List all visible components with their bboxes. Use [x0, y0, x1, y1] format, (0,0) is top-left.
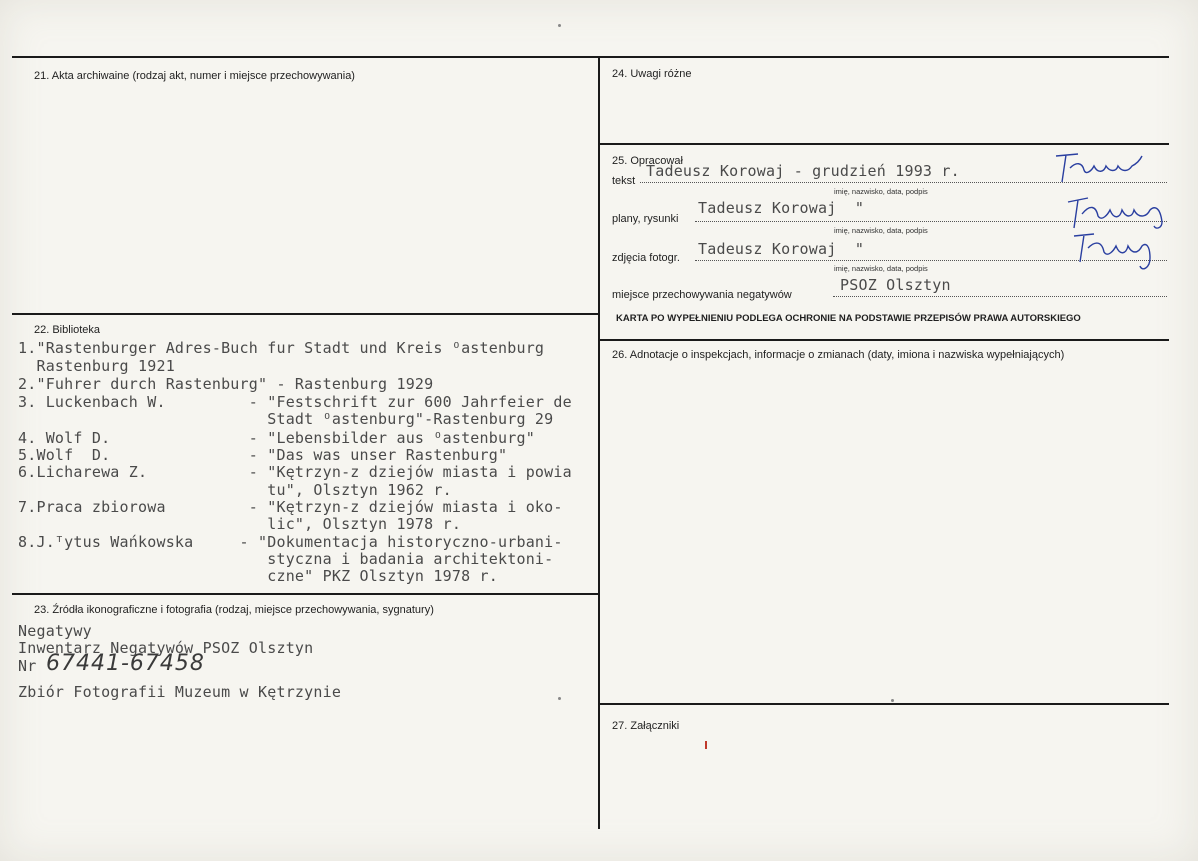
- rule-23: [12, 593, 599, 595]
- section-25-label: 25. Opracował: [612, 155, 683, 167]
- tekst-caption: imię, nazwisko, data, podpis: [834, 187, 928, 196]
- bibliography-line-10: 7.Praca zbiorowa - "Kętrzyn-z dziejów miasta i oko-: [18, 498, 563, 516]
- speck: [558, 697, 561, 700]
- bibliography-line-4: 3. Luckenbach W. - "Festschrift zur 600 Jahrfeier de: [18, 393, 572, 411]
- tekst-label: tekst: [612, 175, 636, 187]
- bibliography-line-3: 2."Fuhrer durch Rastenburg" - Rastenburg 1929: [18, 375, 434, 393]
- section-22-label: 22. Biblioteka: [34, 324, 101, 336]
- section-26-label: 26. Adnotacje o inspekcjach, informacje o zmianach (daty, imiona i nazwiska wypełniających): [612, 349, 1065, 361]
- negatywy-dotline: [833, 296, 1167, 297]
- bibliography-line-9: tu", Olsztyn 1962 r.: [18, 481, 452, 499]
- red-mark: [705, 741, 707, 749]
- bibliography-line-14: czne" PKZ Olsztyn 1978 r.: [18, 567, 498, 585]
- rule-25: [599, 143, 1169, 145]
- section-23-label: 23. Źródła ikonograficzne i fotografia (rodzaj, miejsce przechowywania, sygnatury): [34, 604, 434, 616]
- plany-label: plany, rysunki: [612, 213, 679, 225]
- section-24-label: 24. Uwagi różne: [612, 68, 692, 80]
- zdjecia-value: Tadeusz Korowaj ": [698, 240, 865, 258]
- plany-caption: imię, nazwisko, data, podpis: [834, 226, 928, 235]
- nr-prefix: Nr: [18, 657, 37, 675]
- section-21-label: 21. Akta archiwaine (rodzaj akt, numer i miejsce przechowywania): [34, 70, 355, 82]
- bibliography-line-1: 1."Rastenburger Adres-Buch fur Stadt und Kreis ᴼastenburg: [18, 339, 545, 357]
- top-rule: [12, 56, 1169, 58]
- speck: [558, 24, 561, 27]
- speck: [891, 699, 894, 702]
- bibliography-line-2: Rastenburg 1921: [18, 357, 175, 375]
- tekst-value: Tadeusz Korowaj - grudzień 1993 r.: [646, 162, 960, 180]
- section-27-label: 27. Załączniki: [612, 720, 680, 732]
- plany-value: Tadeusz Korowaj ": [698, 199, 865, 217]
- negatywy-label: miejsce przechowywania negatywów: [612, 289, 792, 301]
- bibliography-line-12: 8.J.ᵀytus Wańkowska - "Dokumentacja historyczno-urbani-: [18, 533, 563, 551]
- copyright-notice: KARTA PO WYPEŁNIENIU PODLEGA OCHRONIE NA PODSTAWIE PRZEPISÓW PRAWA AUTORSKIEGO: [616, 313, 1081, 324]
- center-divider: [598, 57, 600, 829]
- bibliography-line-6: 4. Wolf D. - "Lebensbilder aus ᴼastenburg": [18, 429, 535, 447]
- signature-1: [1048, 148, 1148, 188]
- negatywy-value: PSOZ Olsztyn: [840, 276, 951, 294]
- signature-3: [1068, 228, 1158, 276]
- bibliography-line-13: styczna i badania architektoni-: [18, 550, 554, 568]
- bibliography-line-8: 6.Licharewa Z. - "Kętrzyn-z dziejów miasta i powia: [18, 463, 572, 481]
- zdjecia-caption: imię, nazwisko, data, podpis: [834, 264, 928, 273]
- bibliography-line-7: 5.Wolf D. - "Das was unser Rastenburg": [18, 446, 508, 464]
- rule-22: [12, 313, 599, 315]
- rule-27: [599, 703, 1169, 705]
- negatives-line: Negatywy: [18, 622, 92, 640]
- bibliography-line-11: lic", Olsztyn 1978 r.: [18, 515, 462, 533]
- inventory-line: Inwentarz Negatywów PSOZ Olsztyn: [18, 639, 314, 657]
- bibliography-line-5: Stadt ᴼastenburg"-Rastenburg 29: [18, 410, 554, 428]
- museum-collection-line: Zbiór Fotografii Muzeum w Kętrzynie: [18, 683, 342, 701]
- rule-26: [599, 339, 1169, 341]
- nr-handwritten: 67441-67458: [46, 651, 205, 676]
- zdjecia-label: zdjęcia fotogr.: [612, 252, 680, 264]
